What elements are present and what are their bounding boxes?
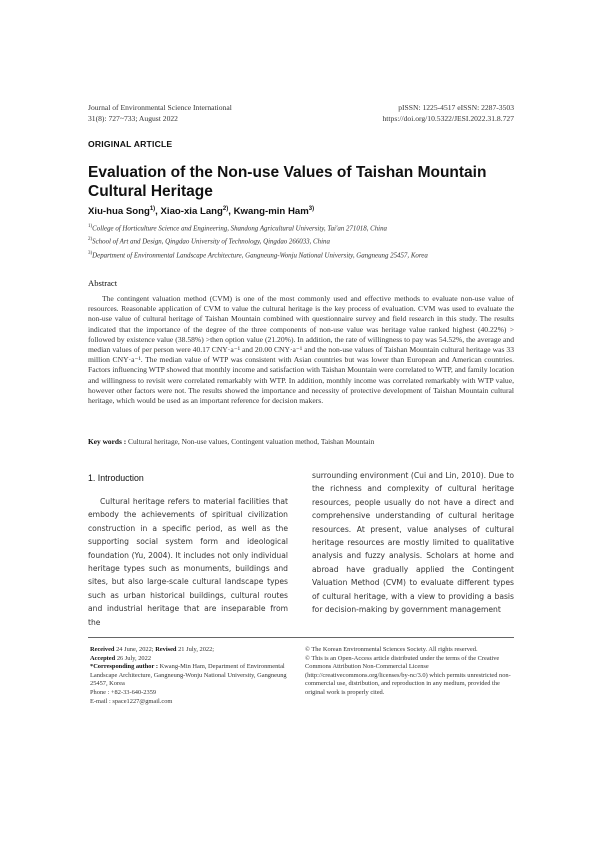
footer-dates <box>90 646 295 706</box>
affiliation-text: College of Horticulture Science and Engineering, Shandong Agricultural University, Tai'an 271018, China <box>92 225 387 233</box>
received-label: Received <box>90 646 115 653</box>
article-type: ORIGINAL ARTICLE <box>88 139 173 149</box>
intro-right-column <box>312 469 514 616</box>
affiliation-item <box>88 248 518 261</box>
journal-header-right <box>300 102 514 124</box>
affiliation-item <box>88 221 518 234</box>
keywords <box>88 437 518 446</box>
intro-left-text: Cultural heritage refers to material facilities that embody the achievements of spiritual civilization construction in a specific period, as well as the supporting social system form and ideological foundation (Yu, 2004). It includes not only individual heritage types such as monuments, buildings and sites, but also large-scale cultural landscape types such as urban historical buildings, cultural routes and industrial heritage that are inseparable from the <box>88 497 288 627</box>
corresponding-text: Kwang-Min Ham, Department of Environmental Landscape Architecture, Gangneung-Wonju National University, Gangneung 25457, Korea <box>90 663 287 688</box>
author-affiliation-mark: 2) <box>222 206 229 212</box>
abstract-body <box>88 294 514 406</box>
affiliations <box>88 221 518 261</box>
intro-right-text: surrounding environment (Cui and Lin, 2010). Due to the richness and complexity of cultural heritage resources, people usually do not have a direct and comprehensive understanding of cultural heritage resources. At present, value analyses of cultural heritage resources are mostly limited to qualitative analysis and fuzzy analysis. Scholars at home and abroad have gradually applied the Contingent Valuation Method (CVM) to evaluate different types of cultural heritage, with a view to providing a basis for decision-making by government management <box>312 471 514 615</box>
author-affiliation-mark: 3) <box>308 206 315 212</box>
footer-divider <box>88 637 514 638</box>
intro-left-column <box>88 495 288 629</box>
received-date: 24 June, 2022; <box>116 646 154 653</box>
accepted-label: Accepted <box>90 654 116 662</box>
abstract-text: The contingent valuation method (CVM) is one of the most commonly used and effective methods to evaluate non-use value of resources. Reasonable application of CVM to value the cultural heritage is the key process of evaluation. CVM was used to evaluate the non-use value of cultural heritage of Taishan Mountain combined with questionnaire survey and field research in this study. The results indicated that the importance of the degree of the three components of non-use value was heritage value ranked highest (40.22%) > followed by existence value (38.58%) >then option value (21.20%). In addition, the rate of willingness to pay was 54.52%, the average and median values of per person were 40.17 CNY·a⁻¹ and 20.00 CNY·a⁻¹ and the non-use values of Taishan Mountain cultural heritage was 33 million CNY·a⁻¹. The median value of WTP was consistent with Asian countries but was lower than European and American countries. Factors influencing WTP showed that monthly income and satisfaction with Taishan Mountain were correlated to WTP, and family location and willingness to revisit were correlated remarkably with WTP. In addition, monthly income was correlated remarkably with WTP value, however other factors were not. The results showed the importance and necessity of protective development of Taishan Mountain cultural heritage, which would be used as an important reference for decision makers. <box>88 294 514 406</box>
author-name: Xiao-xia Lang <box>160 206 223 218</box>
journal-name: Journal of Environmental Science International <box>88 103 232 112</box>
affiliation-item <box>88 234 518 247</box>
keywords-label: Key words : <box>88 437 127 446</box>
footer-license <box>305 646 515 698</box>
affiliation-text: Department of Environmental Landscape Architecture, Gangneung-Wonju National University, Gangneung 25457, Korea <box>92 251 428 259</box>
affiliation-mark: 1) <box>88 224 93 229</box>
author-affiliation-mark: 1) <box>149 206 156 212</box>
affiliation-mark: 3) <box>88 250 93 256</box>
doi-link[interactable]: https://doi.org/10.5322/JESI.2022.31.8.727 <box>382 114 514 123</box>
introduction-heading: 1. Introduction <box>88 473 144 483</box>
volume-issue: 31(8): 727~733; August 2022 <box>88 114 178 123</box>
accepted-date: 26 July, 2022 <box>116 654 152 662</box>
author-list: Xiu-hua Song$^{1)}$, Xiao-xia Lang$^{2)}$, Kwang-min Ham$^{3)}$ <box>88 206 315 218</box>
author-name: Xiu-hua Song <box>88 206 150 218</box>
revised-date: 21 July, 2022; <box>178 646 215 653</box>
affiliation-text: School of Art and Design, Qingdao University of Technology, Qingdao 266033, China <box>92 238 330 246</box>
abstract-heading: Abstract <box>88 278 118 288</box>
copyright-notice: © The Korean Environmental Sciences Society. All rights reserved. <box>305 646 478 653</box>
author-name: Kwang-min Ham <box>233 206 309 218</box>
license-notice: © This is an Open-Access article distributed under the terms of the Creative Commons Attribution Non-Commercial License (http://creativecommons.org/licenses/by-nc/3.0) which permits unrestricted non-commercial use, distribution, and reproduction in any medium, provided the original work is properly cited. <box>305 654 511 696</box>
revised-label: Revised <box>155 646 177 653</box>
keywords-text: Cultural heritage, Non-use values, Contingent valuation method, Taishan Mountain <box>128 437 375 446</box>
paper-title: Evaluation of the Non-use Values of Taishan Mountain Cultural Heritage <box>88 164 487 200</box>
affiliation-mark: 2) <box>88 237 93 243</box>
phone: Phone : +82-33-640-2359 <box>90 688 157 696</box>
email[interactable]: E-mail : space1227@gmail.com <box>90 697 173 705</box>
issn: pISSN: 1225-4517 eISSN: 2287-3503 <box>398 103 514 112</box>
corresponding-label: *Corresponding author : <box>90 663 158 671</box>
